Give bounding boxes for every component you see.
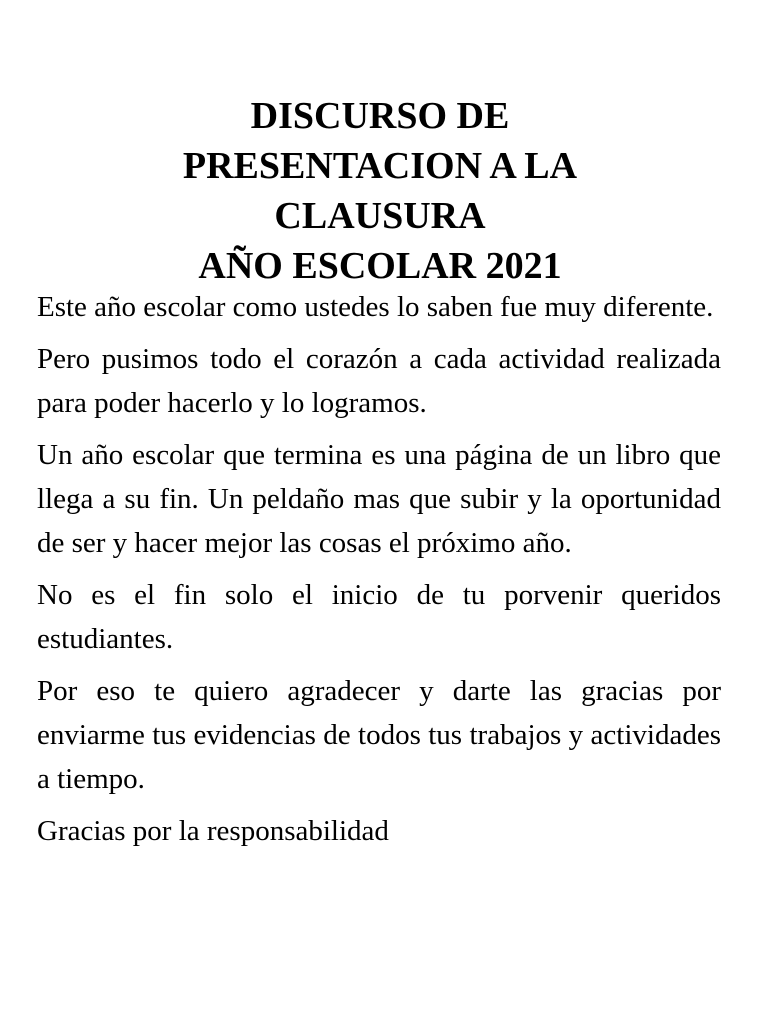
title-line: AÑO ESCOLAR 2021 xyxy=(198,245,562,287)
paragraph: Pero pusimos todo el corazón a cada actividad realizada para poder hacerlo y lo logramos. xyxy=(37,343,721,419)
paragraph: No es el fin solo el inicio de tu porvenir queridos estudiantes. xyxy=(37,579,721,655)
title-line: DISCURSO DE xyxy=(250,95,510,137)
paragraph: Este año escolar como ustedes lo saben fue muy diferente. xyxy=(37,291,714,323)
document-body xyxy=(37,285,721,861)
title-line: CLAUSURA xyxy=(274,195,486,237)
paragraph: Gracias por la responsabilidad xyxy=(37,815,389,847)
title-line: PRESENTACION A LA xyxy=(182,145,578,187)
paragraph: Un año escolar que termina es una página de un libro que llega a su fin. Un peldaño mas que subir y la oportunidad de ser y hacer mejor las cosas el próximo año. xyxy=(37,439,721,559)
document-title xyxy=(40,91,720,291)
paragraph: Por eso te quiero agradecer y darte las gracias por enviarme tus evidencias de todos tus trabajos y actividades a tiempo. xyxy=(37,675,721,795)
